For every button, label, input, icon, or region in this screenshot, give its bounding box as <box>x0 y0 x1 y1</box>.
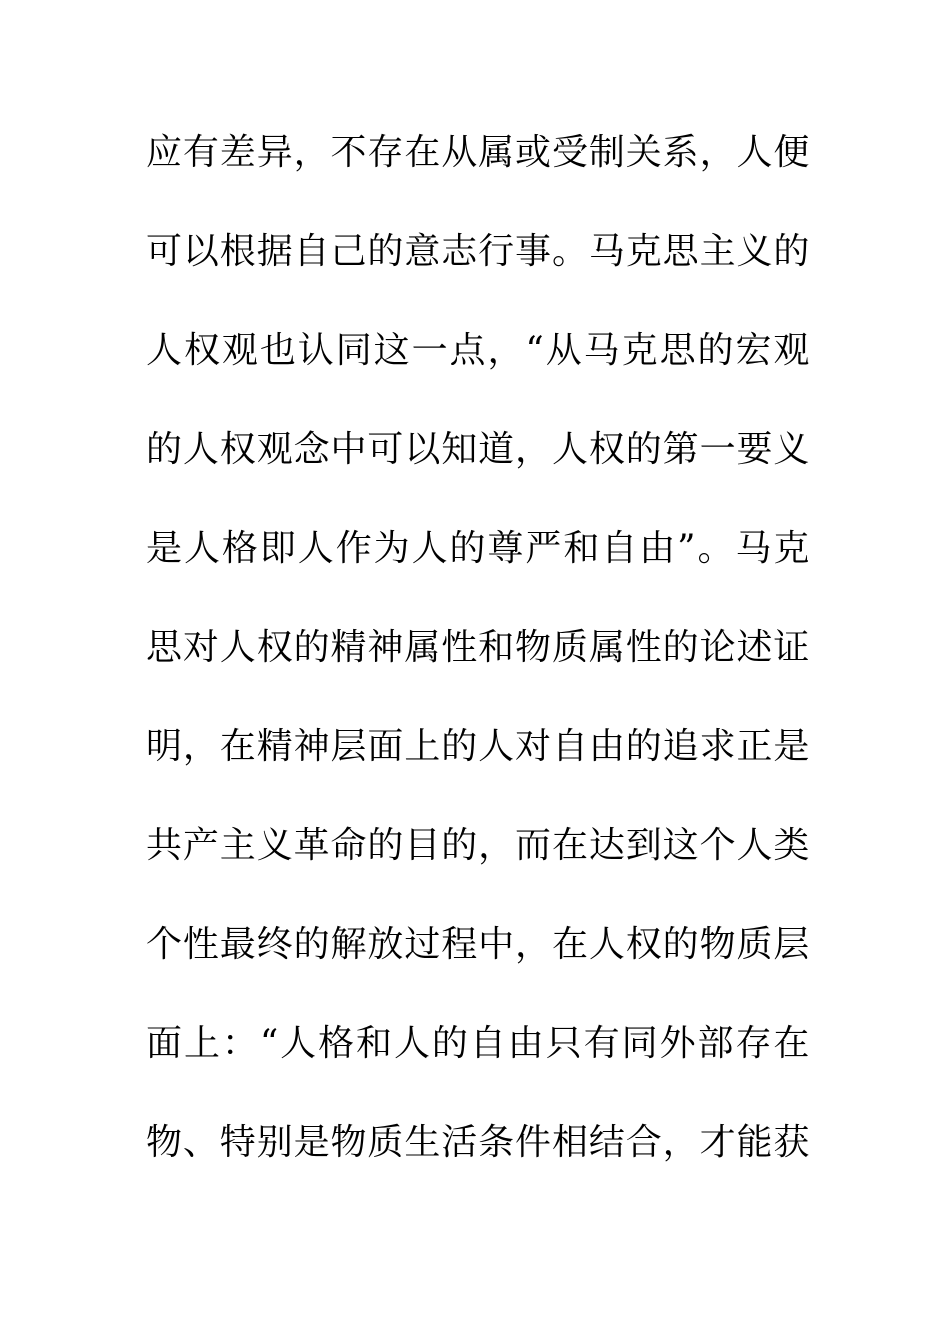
body-paragraph <box>146 120 810 1209</box>
text-line: 思对人权的精神属性和物质属性的论述证 <box>146 627 810 668</box>
text-line: 的人权观念中可以知道，人权的第一要义 <box>146 429 810 470</box>
text-line: 可以根据自己的意志行事。马克思主义的 <box>146 231 810 272</box>
text-line: 明，在精神层面上的人对自由的追求正是 <box>146 726 810 767</box>
text-line: 人权观也认同这一点，“从马克思的宏观 <box>146 330 810 371</box>
text-line: 是人格即人作为人的尊严和自由”。马克 <box>146 528 810 569</box>
text-line: 面上：“人格和人的自由只有同外部存在 <box>146 1023 810 1064</box>
text-line: 应有差异，不存在从属或受制关系，人便 <box>146 132 810 173</box>
text-line: 物、特别是物质生活条件相结合，才能获 <box>146 1122 810 1163</box>
text-line: 个性最终的解放过程中，在人权的物质层 <box>146 924 810 965</box>
text-line: 共产主义革命的目的，而在达到这个人类 <box>146 825 810 866</box>
